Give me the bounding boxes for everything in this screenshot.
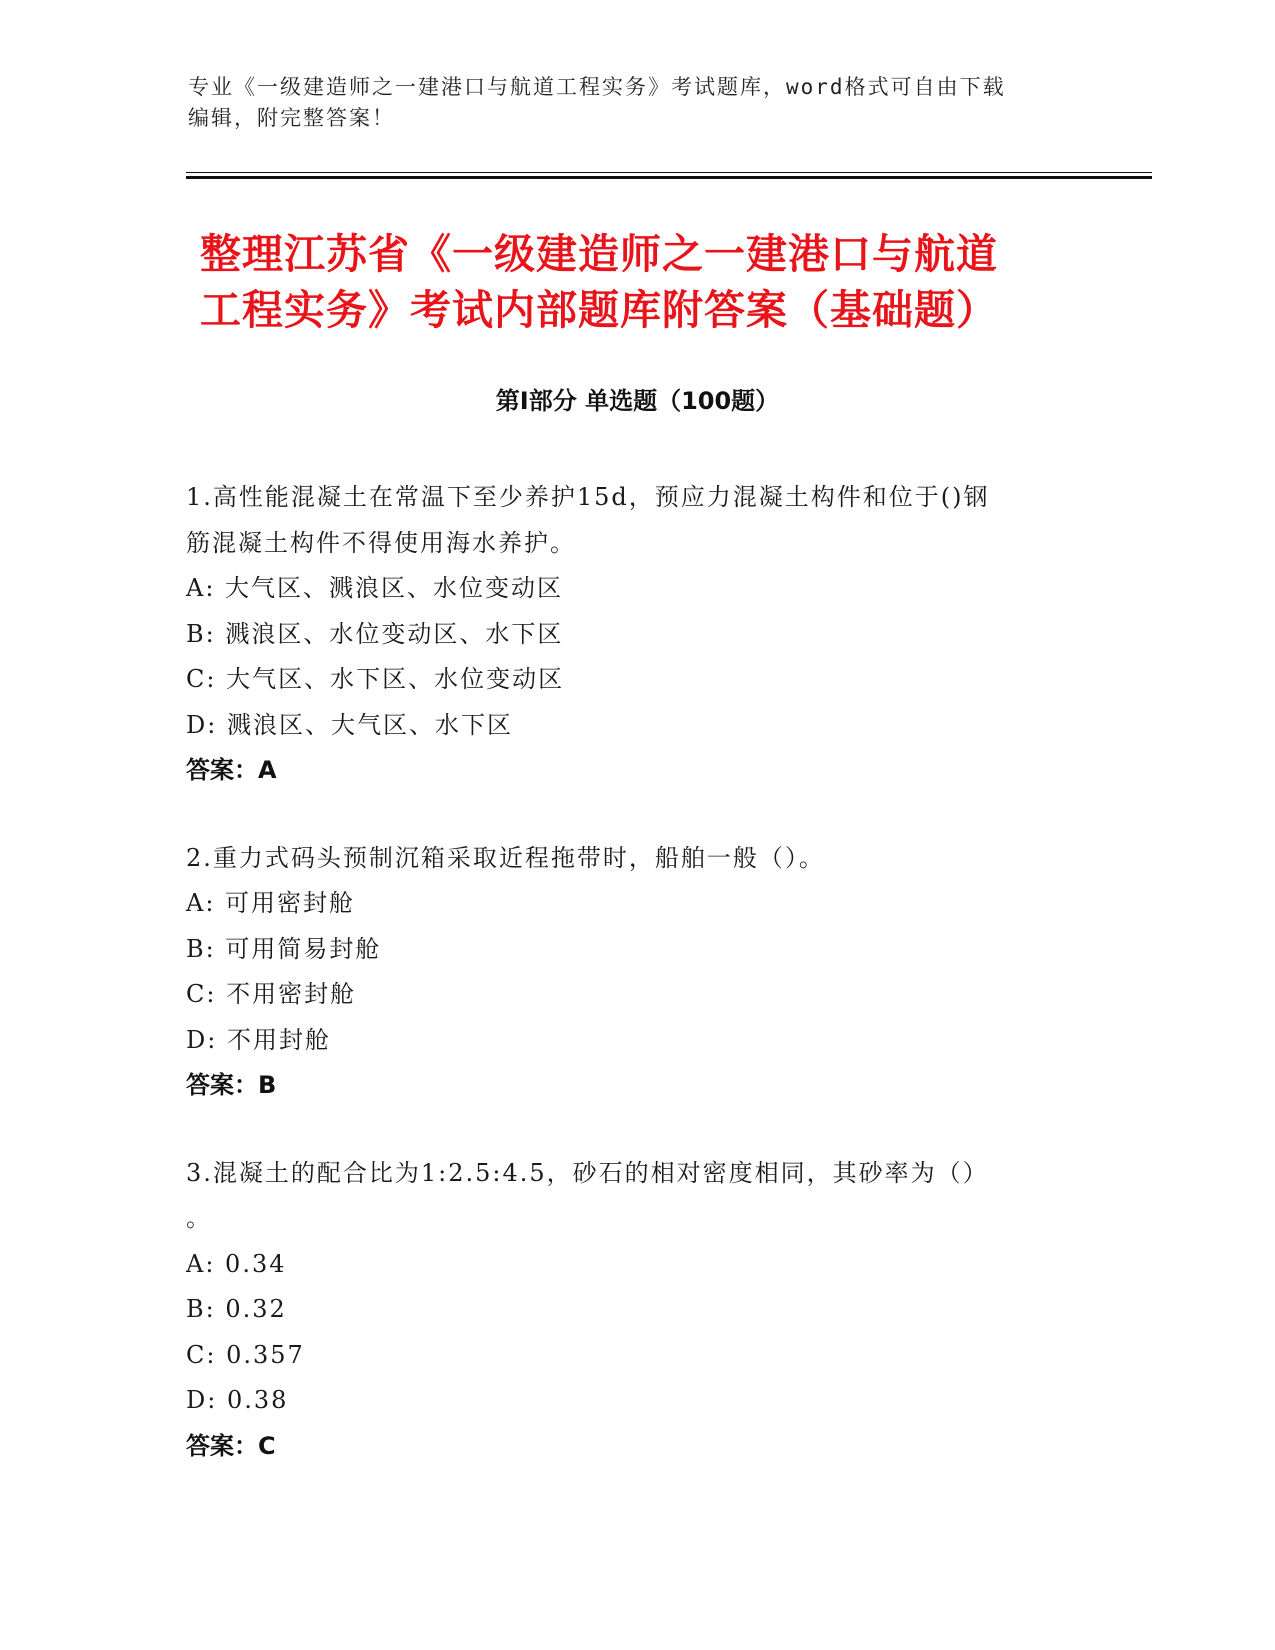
section-heading: 第Ⅰ部分 单选题（100题） [495, 387, 780, 415]
answer-line: 答案：B [186, 1071, 277, 1099]
option-d: D: 不用封舱 [186, 1025, 331, 1054]
option-a: A: 可用密封舱 [186, 889, 356, 917]
option-c: C: 大气区、水下区、水位变动区 [186, 665, 565, 693]
question-stem-line: 1.高性能混凝土在常温下至少养护15d，预应力混凝土构件和位于()钢 [186, 483, 990, 511]
question-2 [186, 836, 1086, 1109]
header-divider-thick [186, 176, 1152, 179]
header-note-line-2: 编辑，附完整答案！ [188, 106, 395, 130]
question-stem-line: 。 [186, 1204, 212, 1232]
question-3 [186, 1151, 1086, 1470]
option-d: D: 0.38 [186, 1386, 289, 1414]
document-title-line-1: 整理江苏省《一级建造师之一建港口与航道 [200, 230, 998, 278]
question-list [186, 475, 1086, 1511]
header-note [188, 72, 1088, 134]
answer-line: 答案：C [186, 1431, 276, 1460]
option-a: A: 0.34 [186, 1249, 287, 1278]
answer-line: 答案：A [186, 756, 277, 784]
header-note-line-1: 专业《一级建造师之一建港口与航道工程实务》考试题库，word格式可自由下载 [188, 75, 1006, 99]
option-b: B: 0.32 [186, 1295, 287, 1323]
option-a: A: 大气区、溅浪区、水位变动区 [186, 574, 564, 602]
option-c: C: 0.357 [186, 1340, 305, 1369]
header-divider-thin [186, 172, 1152, 173]
document-title-line-2: 工程实务》考试内部题库附答案（基础题） [200, 286, 998, 334]
question-1 [186, 475, 1086, 794]
option-b: B: 溅浪区、水位变动区、水下区 [186, 619, 564, 648]
question-stem-line: 筋混凝土构件不得使用海水养护。 [186, 528, 576, 557]
document-title [200, 226, 1140, 338]
option-b: B: 可用简易封舱 [186, 934, 382, 963]
question-stem-line: 2.重力式码头预制沉箱采取近程拖带时，船舶一般（）。 [186, 843, 825, 872]
option-d: D: 溅浪区、大气区、水下区 [186, 710, 513, 739]
option-c: C: 不用密封舱 [186, 980, 357, 1008]
question-stem-line: 3.混凝土的配合比为1:2.5:4.5，砂石的相对密度相同，其砂率为（） [186, 1158, 989, 1187]
